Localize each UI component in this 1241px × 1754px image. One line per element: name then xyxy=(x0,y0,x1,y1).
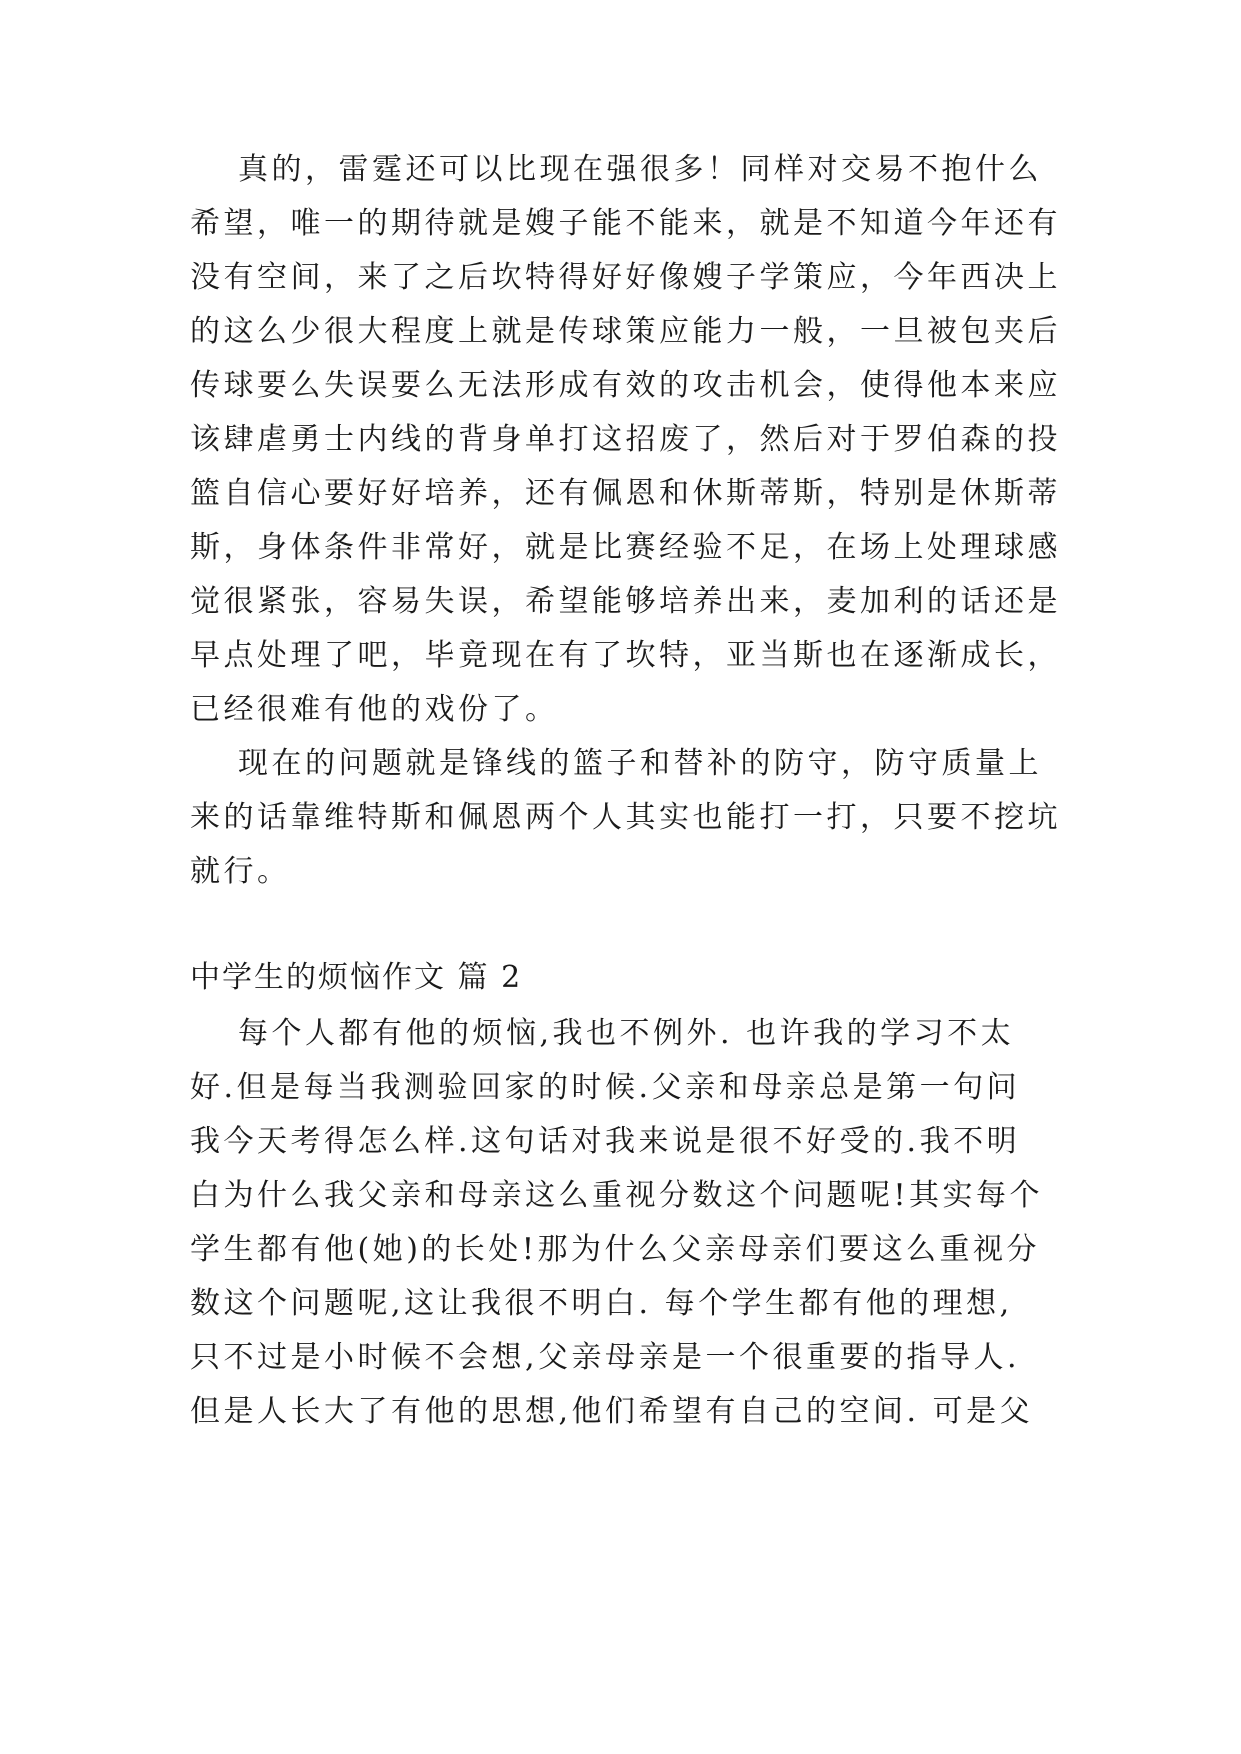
paragraph-line: 早点处理了吧，毕竟现在有了坎特，亚当斯也在逐渐成长， xyxy=(190,638,1061,673)
paragraph-line: 篮自信心要好好培养，还有佩恩和休斯蒂斯，特别是休斯蒂 xyxy=(190,476,1061,511)
paragraph-line: 没有空间，来了之后坎特得好好像嫂子学策应，今年西决上 xyxy=(190,260,1061,295)
paragraph-line: 好.但是每当我测验回家的时候.父亲和母亲总是第一句问 xyxy=(190,1070,1021,1105)
paragraph-line: 该肆虐勇士内线的背身单打这招废了，然后对于罗伯森的投 xyxy=(190,422,1061,457)
paragraph-line: 只不过是小时候不会想,父亲母亲是一个很重要的指导人. xyxy=(190,1340,1021,1375)
paragraph-line: 白为什么我父亲和母亲这么重视分数这个问题呢!其实每个 xyxy=(190,1178,1044,1213)
paragraph-line: 希望，唯一的期待就是嫂子能不能来，就是不知道今年还有 xyxy=(190,206,1061,241)
paragraph-line: 真的，雷霆还可以比现在强很多！同样对交易不抱什么 xyxy=(238,152,1042,187)
paragraph-line: 但是人长大了有他的思想,他们希望有自己的空间. 可是父 xyxy=(190,1394,1034,1429)
paragraph-line: 我今天考得怎么样.这句话对我来说是很不好受的.我不明 xyxy=(190,1124,1021,1159)
paragraph-line: 已经很难有他的戏份了。 xyxy=(190,692,559,727)
paragraph-line: 现在的问题就是锋线的篮子和替补的防守，防守质量上 xyxy=(238,746,1042,781)
paragraph-line: 斯，身体条件非常好，就是比赛经验不足，在场上处理球感 xyxy=(190,530,1061,565)
section-title: 中学生的烦恼作文 篇 2 xyxy=(190,960,523,995)
paragraph-line: 就行。 xyxy=(190,854,291,889)
paragraph-line: 的这么少很大程度上就是传球策应能力一般，一旦被包夹后 xyxy=(190,314,1061,349)
paragraph-line: 觉很紧张，容易失误，希望能够培养出来，麦加利的话还是 xyxy=(190,584,1061,619)
paragraph-line: 来的话靠维特斯和佩恩两个人其实也能打一打，只要不挖坑 xyxy=(190,800,1061,835)
paragraph-line: 学生都有他(她)的长处!那为什么父亲母亲们要这么重视分 xyxy=(190,1232,1040,1267)
paragraph-line: 数这个问题呢,这让我很不明白. 每个学生都有他的理想, xyxy=(190,1286,1013,1321)
paragraph-line: 传球要么失误要么无法形成有效的攻击机会，使得他本来应 xyxy=(190,368,1061,403)
paragraph-line: 每个人都有他的烦恼,我也不例外. 也许我的学习不太 xyxy=(238,1016,1015,1051)
